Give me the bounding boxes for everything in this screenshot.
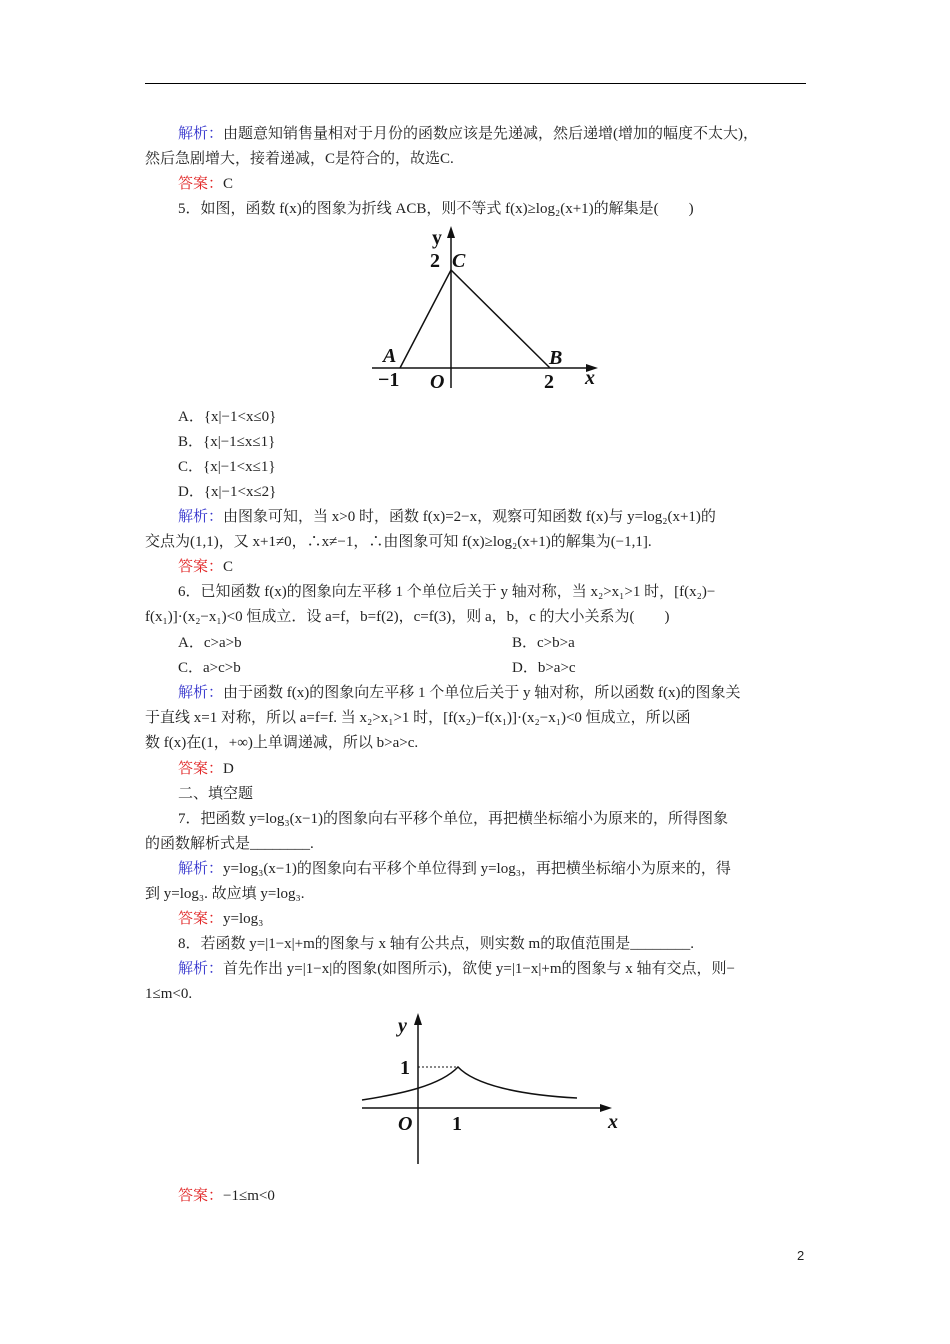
line-text: B．c>b>a [512,635,575,651]
line-text: 7．把函数 y=log₃(x−1)的图象向右平移个单位，再把横坐标缩小为原来的，所得图象 [178,811,729,827]
line-text: 由图象可知，当 x>0 时，函数 f(x)=2−x，观察可知函数 f(x)与 y=log₂(x+1)的 [223,509,716,525]
text-line [178,174,233,194]
text-line [178,633,242,653]
text-line [178,1186,275,1206]
text-line [178,959,735,979]
x-tick-2: 2 [544,371,554,393]
y-tick-1: 1 [400,1057,410,1079]
answer-label: 答案： [178,1188,224,1204]
line-text: 于直线 x=1 对称，所以 a=f=f. 当 x₂>x₁>1 时，[f(x₂)−f(x₁)]·(x₂−x₁)<0 恒成立，所以函 [145,710,691,726]
origin-label: O [398,1113,413,1135]
line-text: 数 f(x)在(1，+∞)上单调递减，所以 b>a>c. [145,735,419,751]
page-number: 2 [797,1248,805,1263]
line-text: 首先作出 y=|1−x|的图象(如图所示)，欲使 y=|1−x|+m的图象与 x 轴有交点，则− [223,961,735,977]
text-line [145,607,670,627]
line-text: D．b>a>c [512,660,576,676]
line-text: C [223,559,234,575]
line-text: C．a>c>b [178,660,241,676]
text-line [178,809,728,829]
line-text: 5．如图，函数 f(x)的图象为折线 ACB，则不等式 f(x)≥log₂(x+1)的解集是( ) [178,201,694,217]
analysis-label: 解析： [178,126,224,142]
text-line [145,834,314,854]
text-line [178,432,275,452]
text-line [178,759,234,779]
x-tick-1: 1 [452,1113,462,1135]
text-line [178,784,253,804]
analysis-label: 解析： [178,961,224,977]
text-line [178,407,276,427]
header-rule [145,83,806,84]
text-line [178,934,694,954]
text-line [178,859,731,879]
line-text: 然后急剧增大，接着递减，C是符合的，故选C. [145,151,454,167]
text-line [145,149,454,169]
line-text: B．{x|−1≤x≤1} [178,434,276,450]
origin-label: O [430,371,445,393]
text-line [178,457,276,477]
line-text: y=log₃ [223,911,264,927]
line-text: A．c>a>b [178,635,242,651]
figure-polyline-acb [360,222,620,397]
text-line [178,199,694,219]
x-tick-neg1: −1 [378,369,400,391]
line-text: 1≤m<0. [145,986,193,1002]
y-tick-2: 2 [430,250,440,272]
line-text: C [223,176,234,192]
text-line [145,884,304,904]
answer-label: 答案： [178,761,224,777]
text-line [178,557,233,577]
line-text: D．{x|−1<x≤2} [178,484,277,500]
line-text: 由于函数 f(x)的图象向左平移 1 个单位后关于 y 轴对称，所以函数 f(x)的图象关 [223,685,741,701]
text-line [178,507,716,527]
text-line [178,124,758,144]
text-line [145,532,652,552]
answer-label: 答案： [178,559,224,575]
text-line [178,582,715,602]
line-text: 到 y=log₃. 故应填 y=log₃. [145,886,305,902]
text-line [145,984,192,1004]
point-c-label: C [452,250,466,272]
answer-label: 答案： [178,176,224,192]
line-text: 由题意知销售量相对于月份的函数应该是先递减，然后递增(增加的幅度不太大)， [223,126,759,142]
line-text: 交点为(1,1)，又 x+1≠0，∴x≠−1，∴由图象可知 f(x)≥log₂(x+1)的解集为(−1,1]. [145,534,652,550]
analysis-label: 解析： [178,509,224,525]
point-a-label: A [383,345,397,367]
x-axis-label: x [608,1111,618,1133]
point-b-label: B [549,347,563,369]
line-text: f(x₁)]·(x₂−x₁)<0 恒成立．设 a=f，b=f(2)，c=f(3)，则 a，b，c 的大小关系为( ) [145,609,670,625]
figure-abs-exponential [355,1008,630,1168]
analysis-label: 解析： [178,861,224,877]
text-line [512,658,576,678]
line-text: D [223,761,234,777]
answer-label: 答案： [178,911,224,927]
y-axis-label: y [432,227,442,249]
text-line [178,482,276,502]
line-text: 8．若函数 y=|1−x|+m的图象与 x 轴有公共点，则实数 m的取值范围是________. [178,936,694,952]
line-text: 二、填空题 [178,786,254,802]
text-line [178,658,241,678]
text-line [178,683,741,703]
line-text: −1≤m<0 [223,1188,275,1204]
text-line [145,733,418,753]
analysis-label: 解析： [178,685,224,701]
x-axis-label: x [585,367,595,389]
line-text: 6．已知函数 f(x)的图象向左平移 1 个单位后关于 y 轴对称，当 x₂>x₁>1 时，[f(x₂)− [178,584,716,600]
line-text: 的函数解析式是________. [145,836,314,852]
text-line [145,708,691,728]
line-text: y=log₃(x−1)的图象向右平移个单位得到 y=log₃，再把横坐标缩小为原来的，得 [223,861,731,877]
text-line [178,909,263,929]
line-text: A．{x|−1<x≤0} [178,409,277,425]
line-text: C．{x|−1<x≤1} [178,459,276,475]
text-line [512,633,575,653]
y-axis-label: y [398,1015,407,1037]
